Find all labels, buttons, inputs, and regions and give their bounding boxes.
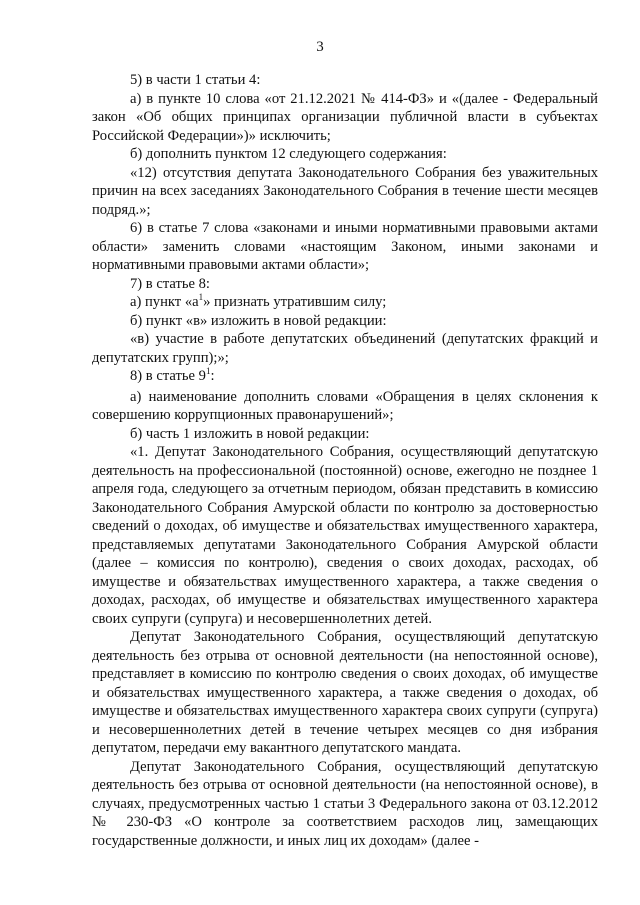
paragraph-text: а) пункт «а — [130, 294, 199, 310]
page-number: 3 — [316, 39, 324, 55]
paragraph: «в) участие в работе депутатских объединений (депутатских фракций и депутатских групп);»; — [92, 331, 598, 366]
paragraph-text: 8) в статье 9 — [130, 368, 206, 384]
superscript: 1 — [205, 366, 211, 377]
paragraph: б) пункт «в» изложить в новой редакции: — [130, 312, 387, 329]
paragraph: б) часть 1 изложить в новой редакции: — [130, 425, 370, 442]
paragraph: б) дополнить пунктом 12 следующего содержания: — [130, 146, 447, 162]
paragraph — [92, 293, 598, 312]
paragraph: 6) в статье 7 слова «законами и иными нормативными правовыми актами области» заменить словами «настоящим Законом, иными законами и нормативными правовыми актами области»; — [92, 220, 598, 273]
paragraph-text: » признать утратившим силу; — [203, 294, 387, 310]
superscript: 1 — [198, 292, 204, 303]
paragraph — [92, 367, 598, 386]
paragraph: «12) отсутствия депутата Законодательного Собрания без уважительных причин на всех заседаниях Законодательного Собрания в течение шести месяцев подряд.»; — [92, 164, 598, 218]
paragraph: Депутат Законодательного Собрания, осуществляющий депутатскую деятельность без отрыва от основной деятельности (на непостоянной основе), представляет в комиссию по контролю сведения о своих доходах, об имуществе и обязательствах имущественного характера, а также сведения о доходах, об имуществе и обязательствах имущественного характера своих супруги (супруга) и несовершеннолетних детей в течение четырех месяцев со дня избрания депутатом, передачи ему вакантного депутатского мандата. — [92, 629, 598, 756]
paragraph: а) наименование дополнить словами «Обращения в целях склонения к совершению коррупционных правонарушений»; — [92, 388, 598, 423]
paragraph: «1. Депутат Законодательного Собрания, осуществляющий депутатскую деятельность на профессиональной (постоянной) основе, ежегодно не позднее 1 апреля года, следующего за отчетным периодом, обязан представить в комиссию Законодательного Собрания Амурской области по контролю за достоверностью сведений о доходах, об имуществе и обязательствах имущественного характера, представляемых депутатами Законодательного Собрания Амурской области (далее – комиссия по контролю), сведения о своих доходах, расходах, об имуществе и обязательствах имущественного характера, а также сведения о доходах, расходах, об имуществе и обязательствах имущественного характера своих супруги (супруга) и несовершеннолетних детей. — [92, 444, 598, 627]
paragraph: 7) в статье 8: — [130, 275, 210, 292]
paragraph-text: : — [210, 368, 215, 384]
paragraph: Депутат Законодательного Собрания, осуществляющий депутатскую деятельность без отрыва от основной деятельности (на непостоянной основе), в случаях, предусмотренных частью 1 статьи 3 Федерального закона от 03.12.2012 № 230-ФЗ «О контроле за соответствием расходов лиц, замещающих государственные должности, и иных лиц их доходам» (далее - — [92, 758, 598, 849]
document-body — [92, 71, 598, 850]
paragraph: 5) в части 1 статьи 4: — [130, 72, 261, 88]
paragraph: а) в пункте 10 слова «от 21.12.2021 № 414-ФЗ» и «(далее - Федеральный закон «Об общих принципах организации публичной власти в субъектах Российской Федерации»)» исключить; — [92, 90, 598, 144]
